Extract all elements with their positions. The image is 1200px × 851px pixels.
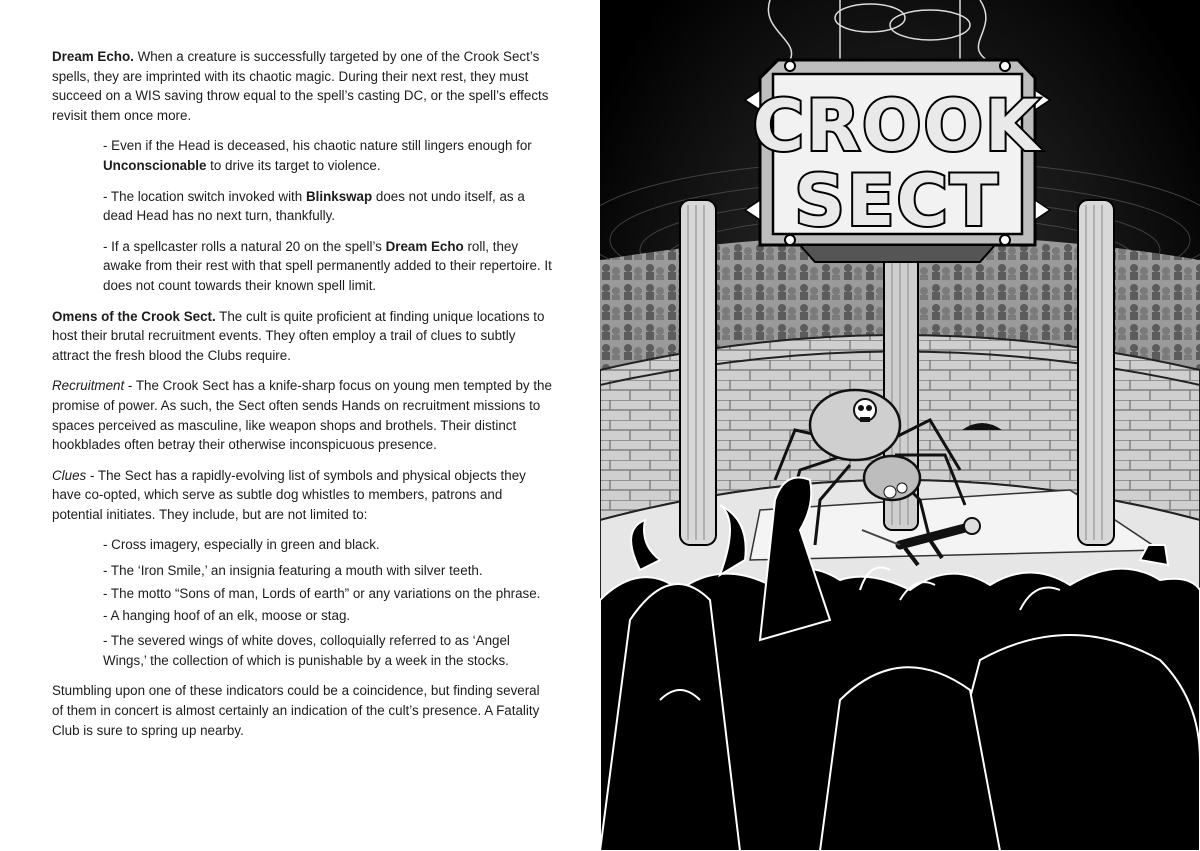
recruitment-paragraph [52, 376, 552, 454]
sign-word-sect: SECT [794, 160, 1000, 242]
recruitment-label: Recruitment [52, 378, 125, 394]
clue-item-1: - Cross imagery, especially in green and black. [103, 537, 380, 553]
note-text: - The location switch invoked with [103, 188, 306, 204]
dream-echo-heading: Dream Echo. [52, 49, 134, 64]
note-text: to drive its target to violence. [206, 157, 381, 173]
note-bold-term: Dream Echo [385, 238, 464, 254]
note-text: - If a spellcaster rolls a natural 20 on the spell’s [103, 238, 386, 254]
dream-echo-paragraph [52, 47, 552, 125]
note-bold-term: Blinkswap [305, 188, 373, 204]
clues-text: - The Sect has a rapidly-evolving list of symbols and physical objects they have co-opted, which serve as subtle dog whistles to members, patrons and potential initiates. They include, but are not limited to: [52, 467, 526, 522]
note-text: roll, they awake from their rest with that spell permanently added to their repertoire. It does not count towards their known spell limit. [103, 238, 552, 293]
dream-echo-text: When a creature is successfully targeted by one of the Crook Sect’s spells, they are imprinted with its chaotic magic. During their next rest, they must succeed on a WIS saving throw equal to the spell’s casting DC, or the spell’s effects revisit them once more. [52, 49, 549, 123]
note-bold-term: Unconscionable [103, 157, 207, 173]
sign-word-crook: CROOK [752, 85, 1042, 167]
clue-item-2: - The ‘Iron Smile,’ an insignia featuring a mouth with silver teeth. [103, 563, 483, 579]
closing-paragraph: Stumbling upon one of these indicators could be a coincidence, but finding several of them in concert is almost certainly an indication of the cult’s presence. A Fatality Club is sure to spring up nearby. [52, 683, 540, 738]
note-text: - Even if the Head is deceased, his chaotic nature still lingers enough for [103, 138, 532, 154]
omens-paragraph [52, 307, 552, 366]
text-column [52, 47, 552, 751]
crook-sect-sign [745, 60, 1050, 262]
omens-heading: Omens of the Crook Sect. [52, 308, 216, 324]
dream-echo-note-3 [103, 237, 552, 296]
dream-echo-note-2 [103, 187, 552, 226]
illustration-page [600, 0, 1200, 851]
clue-item-5: - The severed wings of white doves, colloquially referred to as ‘Angel Wings,’ the collection of which is punishable by a week in the stocks. [103, 633, 510, 668]
dream-echo-note-1 [103, 136, 552, 175]
clues-paragraph [52, 466, 552, 525]
recruitment-text: - The Crook Sect has a knife-sharp focus on young men tempted by the promise of power. As such, the Sect often sends Hands on recruitment missions to spaces perceived as masculine, like weapon shops and brothels. Their distinct hookblades often betray their otherwise inconspicuous presence. [52, 378, 552, 453]
clue-item-3: - The motto “Sons of man, Lords of earth” or any variations on the phrase. [103, 585, 541, 601]
note-text: does not undo itself, as a dead Head has no next turn, thankfully. [103, 188, 525, 224]
arena-illustration [600, 0, 1200, 851]
clue-item-4: - A hanging hoof of an elk, moose or stag. [103, 607, 351, 623]
clues-label: Clues [52, 467, 87, 483]
omens-text: The cult is quite proficient at finding unique locations to host their brutal recruitment events. They often employ a trail of clues to subtly attract the fresh blood the Clubs require. [52, 308, 545, 363]
